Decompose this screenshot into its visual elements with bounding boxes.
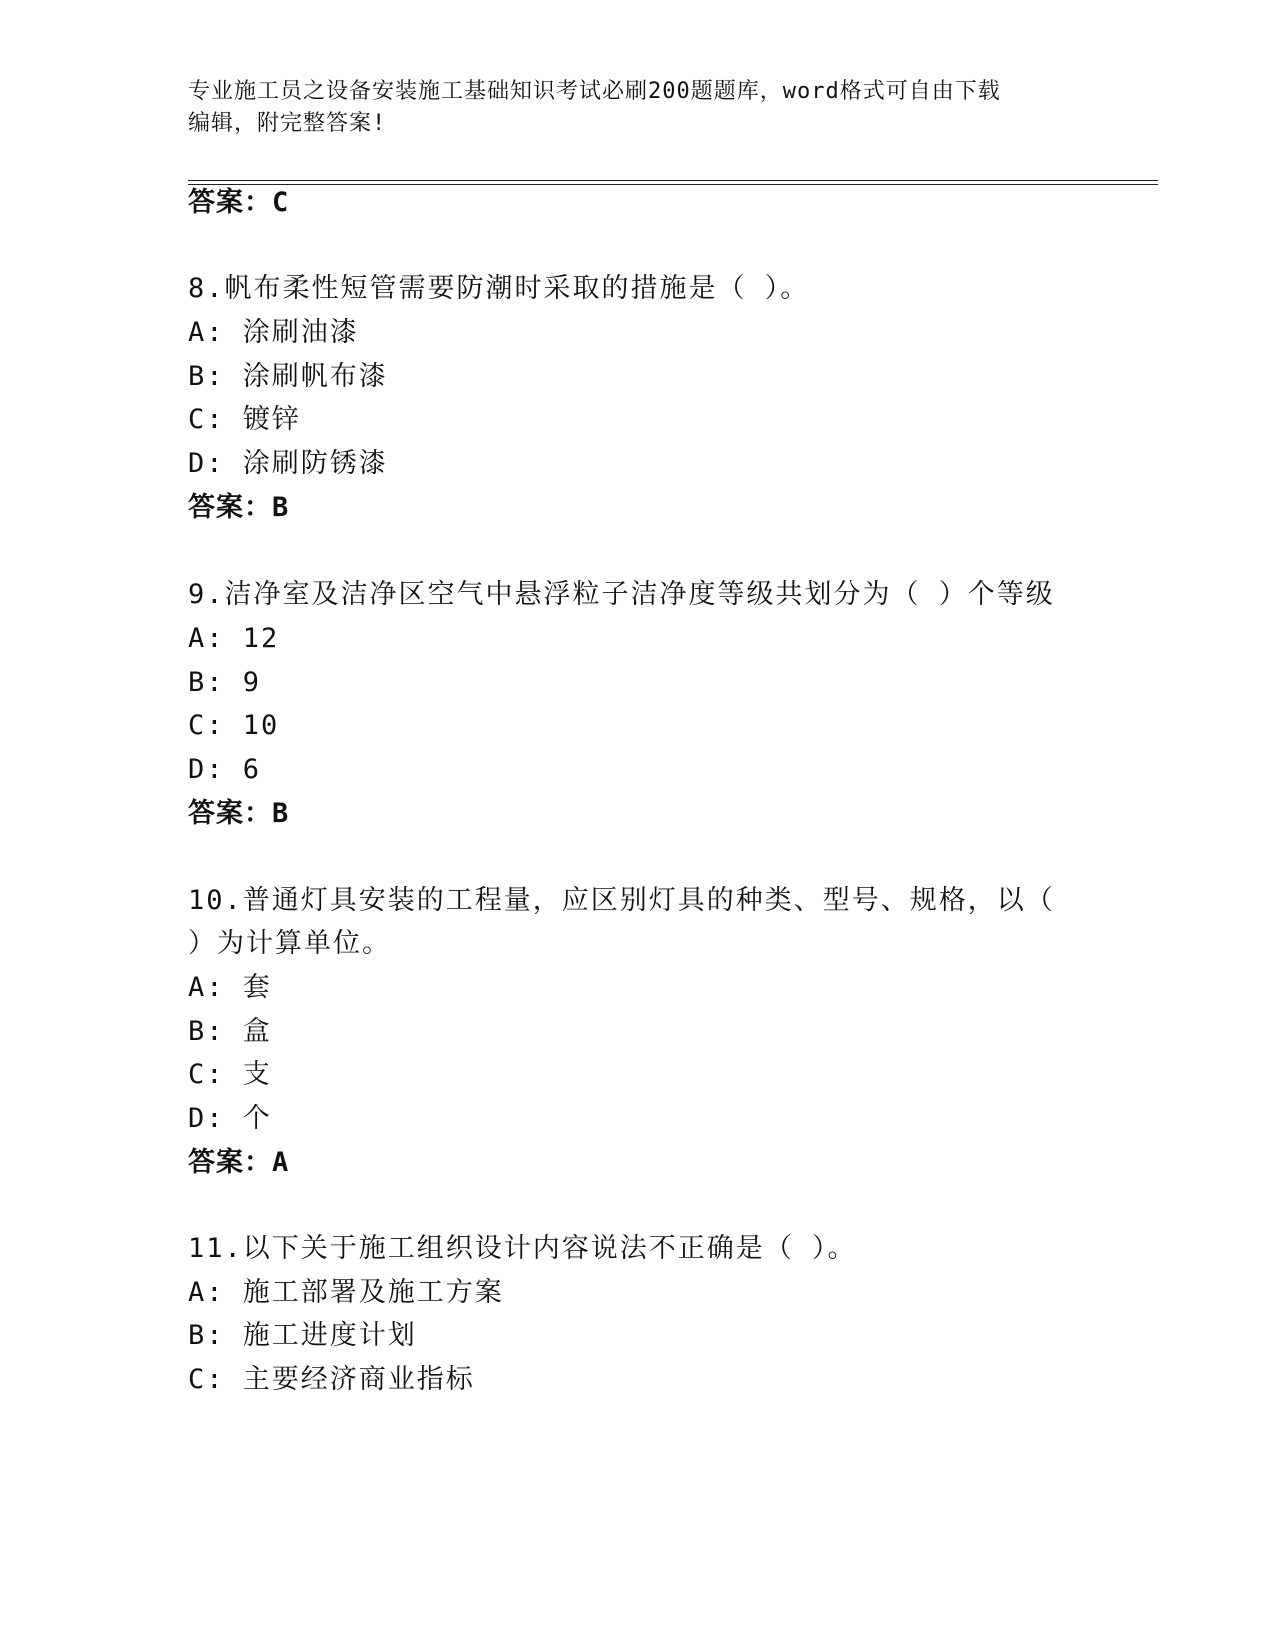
question-8-option-c: C: 镀锌 bbox=[188, 404, 301, 435]
question-10-option-b: B: 盒 bbox=[188, 1016, 272, 1047]
question-10-answer: 答案：A bbox=[188, 1147, 290, 1178]
question-10-option-d: D: 个 bbox=[188, 1103, 272, 1134]
header-line-2: 编辑，附完整答案! bbox=[188, 111, 387, 136]
question-9-option-c: C: 10 bbox=[188, 710, 280, 741]
question-9-option-d: D: 6 bbox=[188, 754, 262, 785]
question-9-stem: 9.洁净室及洁净区空气中悬浮粒子洁净度等级共划分为（ ）个等级 bbox=[188, 579, 1055, 610]
question-8-stem: 8.帆布柔性短管需要防潮时采取的措施是（ ）。 bbox=[188, 273, 810, 304]
question-10-option-a: A: 套 bbox=[188, 972, 272, 1003]
header-line-1: 专业施工员之设备安装施工基础知识考试必刷200题题库，word格式可自由下载 bbox=[188, 79, 1001, 104]
question-10-stem-line-1: 10.普通灯具安装的工程量，应区别灯具的种类、型号、规格，以（ bbox=[188, 885, 1055, 916]
question-10-stem-line-2: ）为计算单位。 bbox=[188, 928, 391, 959]
prev-answer: 答案：C bbox=[188, 187, 290, 218]
question-8-option-b: B: 涂刷帆布漆 bbox=[188, 361, 388, 392]
question-8-option-d: D: 涂刷防锈漆 bbox=[188, 448, 388, 479]
question-9-answer: 答案：B bbox=[188, 798, 290, 829]
question-11-option-c: C: 主要经济商业指标 bbox=[188, 1364, 475, 1395]
question-11-option-a: A: 施工部署及施工方案 bbox=[188, 1277, 504, 1308]
question-11-option-b: B: 施工进度计划 bbox=[188, 1320, 417, 1351]
question-10-option-c: C: 支 bbox=[188, 1059, 272, 1090]
question-8-answer: 答案：B bbox=[188, 492, 290, 523]
document-header bbox=[188, 76, 1088, 140]
question-11-stem: 11.以下关于施工组织设计内容说法不正确是（ ）。 bbox=[188, 1233, 857, 1264]
question-9-option-a: A: 12 bbox=[188, 623, 280, 654]
header-divider-bottom bbox=[188, 184, 1158, 185]
header-divider-top bbox=[188, 180, 1158, 181]
question-9-option-b: B: 9 bbox=[188, 667, 262, 698]
question-8-option-a: A: 涂刷油漆 bbox=[188, 317, 359, 348]
